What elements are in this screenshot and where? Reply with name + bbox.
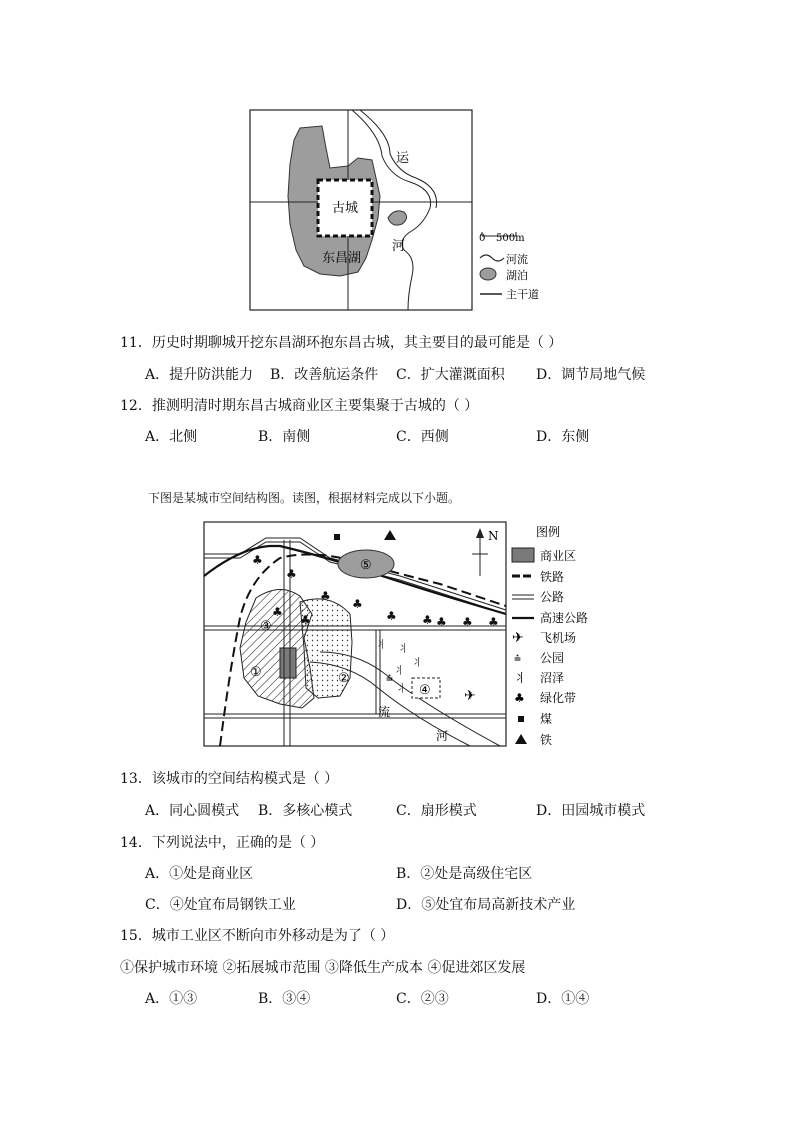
legend-railway: 铁路 — [540, 570, 565, 584]
label-2: ② — [338, 671, 350, 686]
q13-option-b[interactable]: B．多核心模式 — [258, 803, 353, 819]
label-3: ③ — [260, 619, 272, 634]
label-1: ① — [250, 665, 262, 680]
legend-road: 主干道 — [506, 288, 539, 301]
svg-text:✈: ✈ — [512, 630, 524, 646]
scale-dist: 500m — [496, 233, 525, 244]
map-city-structure — [200, 518, 610, 750]
question-13: 13．该城市的空间结构模式是（ ） — [120, 771, 339, 787]
label-yun: 运 — [396, 151, 410, 166]
airport-symbol: ✈ — [464, 688, 476, 704]
map-dongchang-ancient-city — [240, 100, 560, 315]
legend-coal: 煤 — [540, 712, 553, 726]
legend-airport: 飞机场 — [540, 631, 577, 645]
q14-option-c[interactable]: C．④处宜布局钢铁工业 — [145, 897, 296, 913]
question-12: 12．推测明清时期东昌古城商业区主要集聚于古城的（ ） — [120, 398, 479, 414]
q15-statements: ①保护城市环境 ②拓展城市范围 ③降低生产成本 ④促进郊区发展 — [120, 960, 526, 976]
svg-text:♣: ♣ — [386, 609, 397, 623]
q11-option-c[interactable]: C．扩大灌溉面积 — [396, 367, 505, 383]
svg-text:⺦: ⺦ — [376, 640, 386, 651]
q11-option-b[interactable]: B．改善航运条件 — [270, 367, 379, 383]
label-lake: 东昌湖 — [322, 251, 362, 266]
park-symbol: ⩮ — [386, 671, 394, 685]
zone-commercial — [280, 648, 296, 678]
svg-text:♣: ♣ — [286, 567, 297, 581]
legend-lake: 湖泊 — [506, 269, 528, 282]
svg-text:⺦: ⺦ — [396, 684, 406, 695]
svg-text:♣: ♣ — [436, 615, 447, 629]
q15-option-a[interactable]: A．①③ — [145, 991, 198, 1007]
q11-option-d[interactable]: D．调节局地气候 — [536, 367, 646, 383]
map2-legend — [512, 524, 588, 747]
legend-greenbelt: 绿化带 — [540, 691, 577, 705]
legend-highway: 高速公路 — [540, 611, 589, 625]
svg-text:⺦: ⺦ — [394, 666, 404, 677]
label-gucheng: 古城 — [332, 201, 359, 216]
q12-option-c[interactable]: C．西侧 — [396, 429, 449, 445]
map1-legend — [479, 232, 539, 301]
question-14: 14．下列说法中，正确的是（ ） — [120, 835, 325, 851]
label-he: 河 — [392, 239, 406, 254]
svg-text:♣: ♣ — [352, 597, 363, 611]
svg-text:♣: ♣ — [514, 691, 525, 705]
lake-legend-icon — [480, 268, 496, 280]
label-5: ⑤ — [360, 558, 372, 573]
river-legend-icon — [480, 255, 504, 261]
svg-text:⺦: ⺦ — [412, 658, 422, 669]
svg-text:♣: ♣ — [422, 613, 433, 627]
q14-option-a[interactable]: A．①处是商业区 — [145, 866, 254, 882]
svg-text:♣: ♣ — [272, 605, 283, 619]
question-15: 15．城市工业区不断向市外移动是为了（ ） — [120, 928, 395, 944]
q14-option-d[interactable]: D．⑤处宜布局高新技术产业 — [396, 897, 576, 913]
q15-option-b[interactable]: B．③④ — [258, 991, 311, 1007]
svg-text:♣: ♣ — [300, 613, 311, 627]
legend-river: 河流 — [506, 253, 528, 266]
question-11: 11．历史时期聊城开挖东昌湖环抱东昌古城，其主要目的最可能是（ ） — [120, 335, 563, 351]
svg-text:⺦: ⺦ — [398, 644, 408, 655]
svg-text:♣: ♣ — [252, 553, 263, 567]
scale-zero: 0 — [479, 233, 486, 244]
svg-text:⩮: ⩮ — [514, 651, 522, 665]
legend-park: 公园 — [540, 651, 565, 665]
svg-text:♣: ♣ — [320, 589, 331, 603]
intro-text: 下图是某城市空间结构图。读图，根据材料完成以下小题。 — [148, 491, 461, 505]
legend-commercial: 商业区 — [540, 549, 577, 563]
legend-road: 公路 — [540, 590, 565, 604]
q12-option-d[interactable]: D．东侧 — [536, 429, 590, 445]
legend-iron: 铁 — [540, 733, 553, 747]
svg-text:♣: ♣ — [488, 615, 499, 629]
north-label: N — [488, 529, 499, 543]
q13-option-c[interactable]: C．扇形模式 — [396, 803, 477, 819]
svg-text:⺦: ⺦ — [514, 671, 527, 685]
label-he2: 河 — [436, 729, 449, 743]
q12-option-b[interactable]: B．南侧 — [258, 429, 311, 445]
q13-option-a[interactable]: A．同心圆模式 — [145, 803, 240, 819]
q12-option-a[interactable]: A．北侧 — [145, 429, 198, 445]
legend-marsh: 沼泽 — [540, 671, 565, 685]
legend-title: 图例 — [536, 525, 561, 539]
svg-text:♣: ♣ — [462, 615, 473, 629]
coal-symbol — [334, 534, 340, 540]
q15-option-d[interactable]: D．①④ — [536, 991, 590, 1007]
q15-option-c[interactable]: C．②③ — [396, 991, 449, 1007]
q11-option-a[interactable]: A．提升防洪能力 — [145, 367, 254, 383]
label-4: ④ — [419, 683, 431, 698]
q14-option-b[interactable]: B．②处是高级住宅区 — [396, 866, 533, 882]
label-liu: 流 — [378, 705, 391, 719]
q13-option-d[interactable]: D．田园城市模式 — [536, 803, 646, 819]
